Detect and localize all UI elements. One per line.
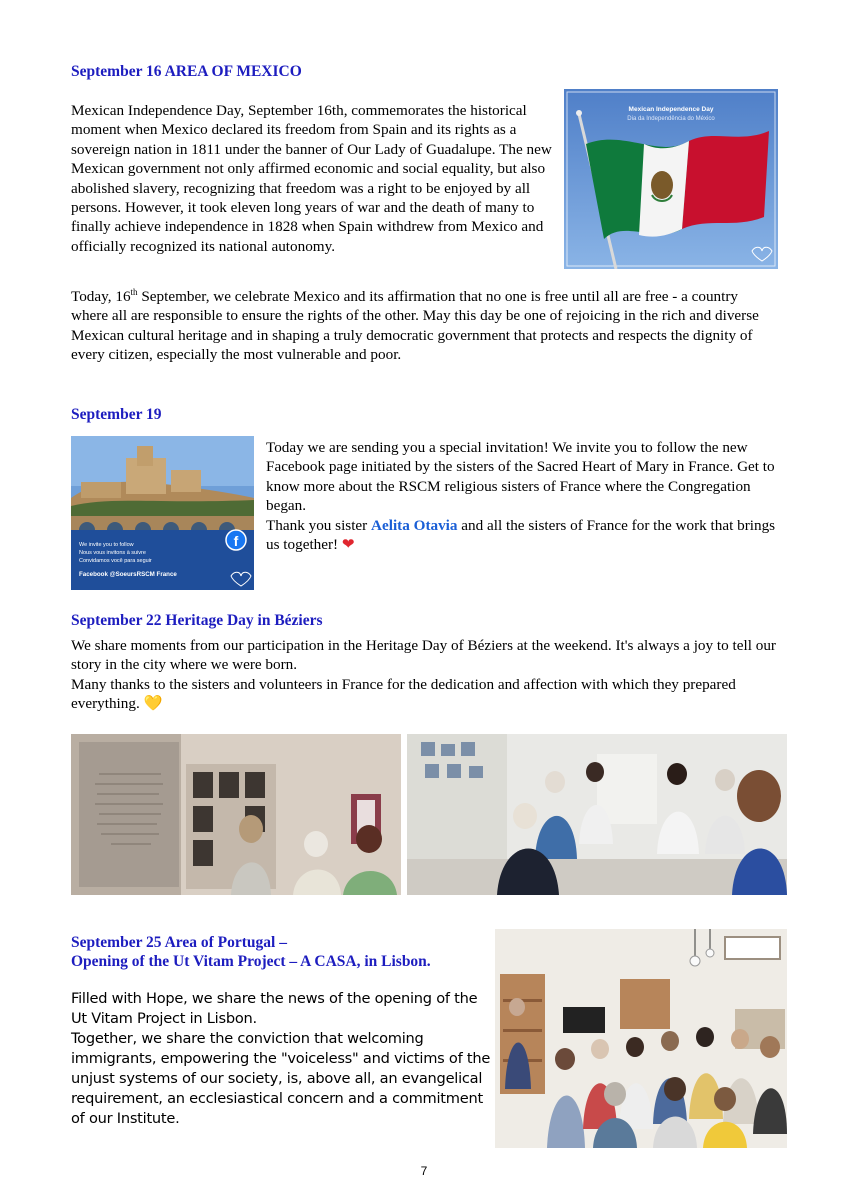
mexico-paragraph-1: Mexican Independence Day, September 16th, commemorates the historical moment when Mexico declared its freedom from Spain and its rights as a sovereign nation in 1811 under the banner of Our Lady of Guadalupe. The new Mexican government not only affirmed economic and social equality, but also abolished slavery, recognizing that freedom was a right to be enjoyed by all persons. However, it took eleven long years of war and the death of many to finally achieve independence in 1828 when Spain withdrew from Mexico and officially recognized its national autonomy. [71, 102, 552, 255]
flag-image-title: Mexican Independence Day [628, 106, 714, 113]
yellow-heart-icon: 💛 [143, 694, 163, 713]
red-heart-icon: ❤ [341, 535, 355, 554]
sept19-text [266, 438, 786, 554]
section-heading-heritage: September 22 Heritage Day in Béziers [71, 612, 323, 629]
mexico-paragraph-2: Today, 16th September, we celebrate Mexico and its affirmation that no one is free until all are free - a country where all are responsible to ensure the rights of the other. May this day be one of rejoicing in the rich and diverse Mexican cultural heritage and in shaping a truly democratic government that protects and respects the dignity of every citizen, especially the most vulnerable and poor. [71, 286, 759, 364]
facebook-icon [226, 530, 246, 550]
section-heading-portugal [71, 933, 431, 971]
section-heading-mexico: September 16 AREA OF MEXICO [71, 63, 302, 80]
portugal-text [71, 989, 491, 1129]
fb-invite-line-4: Facebook @SoeursRSCM France [79, 571, 177, 578]
portugal-paragraph-2: Together, we share the conviction that welcoming immigrants, empowering the "voiceless" and victims of the unjust systems of our society, is, above all, an evangelical requirement, an ecclesiastical concern and a commitment of our Institute. [71, 1030, 491, 1127]
svg-text:f: f [233, 533, 239, 549]
fb-invite-line-3: Convidamos você para seguir [79, 558, 152, 564]
flag-image-subtitle: Dia da Independência do México [627, 116, 715, 122]
heritage-exhibition-photo [71, 734, 401, 895]
portugal-heading-line-2: Opening of the Ut Vitam Project – A CASA, in Lisbon. [71, 953, 431, 970]
fb-invite-line-1: We invite you to follow [79, 542, 134, 548]
portugal-heading-line-1: September 25 Area of Portugal – [71, 934, 287, 951]
beziers-facebook-image [71, 436, 254, 590]
section-heading-sept19: September 19 [71, 406, 162, 423]
sister-name: Aelita Otavia [371, 516, 458, 534]
fb-invite-line-2: Nous vous invitons à suivre [79, 550, 146, 556]
heritage-paragraph-1: We share moments from our participation in the Heritage Day of Béziers at the weekend. It's always a joy to tell our story in the city where we were born. [71, 637, 776, 674]
heritage-gathering-photo [407, 734, 787, 895]
mexico-flag-image [564, 89, 778, 269]
sept19-thanks: Thank you sister Aelita Otavia and all the sisters of France for the work that brings us together! ❤ [266, 516, 776, 554]
page-number: 7 [420, 1164, 428, 1178]
ut-vitam-opening-photo [495, 929, 787, 1148]
heritage-text [71, 636, 781, 714]
heritage-paragraph-2: Many thanks to the sisters and volunteers in France for the dedication and affection with which they prepared everything. 💛 [71, 675, 736, 713]
portugal-paragraph-1: Filled with Hope, we share the news of the opening of the Ut Vitam Project in Lisbon. [71, 990, 478, 1027]
sept19-paragraph: Today we are sending you a special invitation! We invite you to follow the new Facebook page initiated by the sisters of the Sacred Heart of Mary in France. Get to know more about the RSCM religious sisters of France where the Congregation began. [266, 439, 775, 515]
